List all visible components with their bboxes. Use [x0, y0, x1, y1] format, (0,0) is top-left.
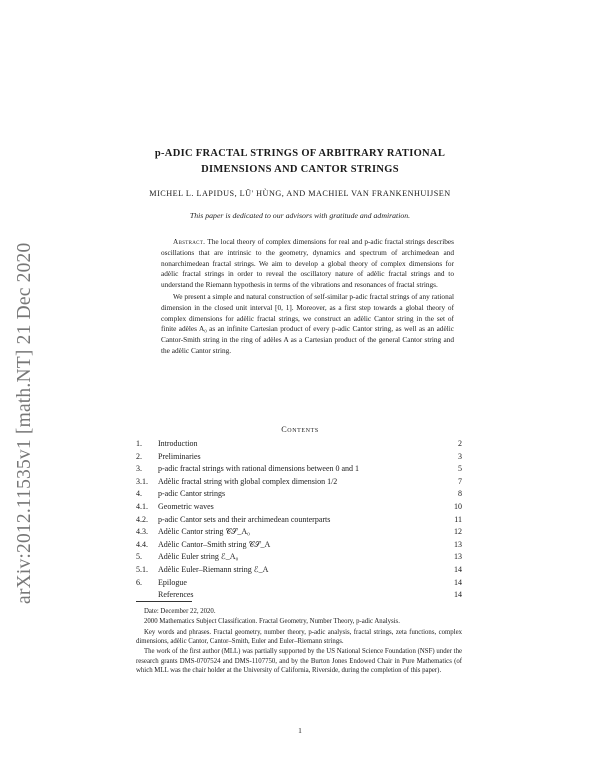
table-of-contents: [136, 438, 462, 602]
toc-entry[interactable]: [136, 451, 462, 464]
toc-entry-page: 8: [458, 489, 462, 499]
toc-entry-number: 3.: [136, 464, 142, 474]
toc-entry-title: Adèlic Euler string ℰ_A₀: [158, 552, 239, 562]
toc-entry-page: 14: [454, 590, 462, 600]
toc-entry-title: Epilogue: [158, 577, 187, 587]
toc-entry-title: Adèlic Cantor string 𝒞𝒮_A₀: [158, 527, 250, 537]
toc-entry-page: 3: [458, 451, 462, 461]
abstract: [161, 237, 454, 357]
toc-entry-title: p-adic fractal strings with rational dimensions between 0 and 1: [158, 464, 360, 474]
toc-entry-number: 3.1.: [136, 476, 148, 486]
toc-entry[interactable]: [136, 577, 462, 590]
toc-entry-number: 5.1.: [136, 564, 148, 574]
toc-entry[interactable]: [136, 589, 462, 602]
title-line-2: DIMENSIONS AND CANTOR STRINGS: [201, 164, 399, 175]
toc-entry-page: 14: [454, 577, 462, 587]
toc-entry[interactable]: [136, 564, 462, 577]
toc-entry-title: Geometric waves: [158, 501, 214, 511]
arxiv-identifier: arXiv:2012.11535v1 [math.NT] 21 Dec 2020: [14, 242, 35, 604]
footnote-keywords: Key words and phrases. Fractal geometry, number theory, p-adic analysis, fractal strings, zeta functions, complex dimensions, adèlic Cantor, Cantor–Smith, Euler and Euler–Riemann strings.: [136, 628, 462, 646]
footnote-date: Date: December 22, 2020.: [144, 608, 216, 615]
toc-entry[interactable]: [136, 463, 462, 476]
abstract-paragraph-1: [161, 237, 454, 291]
toc-entry-page: 13: [454, 552, 462, 562]
toc-entry-page: 10: [454, 501, 462, 511]
toc-entry-number: 2.: [136, 451, 142, 461]
toc-entry-number: 4.1.: [136, 501, 148, 511]
abstract-text-1: The local theory of complex dimensions for real and p-adic fractal strings describes oscillations that are intrinsic to the geometry, dynamics and spectrum of archimedean and nonarchimedean fractal strings. We aim to develop a global theory of complex dimensions for adèlic fractal strings in order to reveal the oscillatory nature of adèlic fractal strings and to understand the Riemann hypothesis in terms of the vibrations and resonances of fractal strings.: [161, 237, 454, 290]
toc-entry-title: References: [158, 590, 194, 600]
toc-entry-page: 2: [458, 439, 462, 448]
toc-entry[interactable]: [136, 438, 462, 451]
toc-entry-page: 11: [454, 514, 462, 524]
toc-entry-title: Preliminaries: [158, 451, 201, 461]
dedication: This paper is dedicated to our advisors with gratitude and admiration.: [189, 211, 411, 220]
toc-entry-title: Introduction: [158, 439, 198, 448]
toc-entry-page: 14: [454, 564, 462, 574]
toc-entry-page: 12: [454, 527, 462, 537]
toc-entry-page: 13: [454, 539, 462, 549]
abstract-label: Abstract.: [173, 237, 206, 246]
toc-entry-number: 4.3.: [136, 527, 148, 537]
toc-entry-number: 4.2.: [136, 514, 148, 524]
toc-entry-number: 4.4.: [136, 539, 148, 549]
toc-entry-number: 5.: [136, 552, 142, 562]
toc-entry[interactable]: [136, 526, 462, 539]
toc-entry-number: 4.: [136, 489, 142, 499]
toc-entry-page: 7: [458, 476, 462, 486]
toc-entry-title: Adèlic fractal string with global complex dimension 1/2: [158, 476, 338, 486]
toc-entry-number: 6.: [136, 577, 142, 587]
footnotes: [136, 607, 462, 676]
contents-heading: Contents: [281, 425, 319, 434]
toc-entry[interactable]: [136, 539, 462, 552]
toc-entry-page: 5: [458, 464, 462, 474]
footnote-rule: [136, 601, 192, 602]
toc-entry-title: Adèlic Cantor–Smith string 𝒞𝒮_A: [158, 539, 271, 549]
toc-entry[interactable]: [136, 551, 462, 564]
toc-entry[interactable]: [136, 476, 462, 489]
toc-entry-title: p-adic Cantor sets and their archimedean counterparts: [158, 514, 331, 524]
footnote-msc: 2000 Mathematics Subject Classification. Fractal Geometry, Number Theory, p-adic Analysis.: [144, 618, 400, 626]
toc-entry-number: 1.: [136, 439, 142, 448]
toc-entry[interactable]: [136, 501, 462, 514]
paper-title: [100, 146, 500, 178]
toc-entry[interactable]: [136, 488, 462, 501]
author-list: MICHEL L. LAPIDUS, LŨ' HÙNG, AND MACHIEL VAN FRANKENHUIJSEN: [149, 189, 451, 198]
footnote-funding: The work of the first author (MLL) was partially supported by the US National Science Foundation (NSF) under the research grants DMS-0707524 and DMS-1107750, and by the Burton Jones Endowed Chair in Pure Mathematics (of which MLL was the chair holder at the University of California, Riverside, during the completion of this paper).: [136, 648, 462, 675]
toc-entry-title: p-adic Cantor strings: [158, 489, 226, 499]
title-line-1: p-ADIC FRACTAL STRINGS OF ARBITRARY RATIONAL: [154, 148, 446, 159]
toc-entry-title: Adèlic Euler–Riemann string ℰ_A: [158, 564, 269, 574]
page-number: 1: [298, 726, 302, 735]
abstract-paragraph-2: We present a simple and natural construction of self-similar p-adic fractal strings of any rational dimension in the closed unit interval [0, 1]. Moreover, as a first step towards a global theory of complex dimensions for adèlic fractal strings, we construct an adèlic Cantor string in the set of finite adèles A₀ as an infinite Cartesian product of every p-adic Cantor string, as well as an adèlic Cantor-Smith string in the ring of adèles A as a Cartesian product of the general Cantor string and the adèlic Cantor string.: [161, 291, 454, 355]
toc-entry[interactable]: [136, 514, 462, 527]
